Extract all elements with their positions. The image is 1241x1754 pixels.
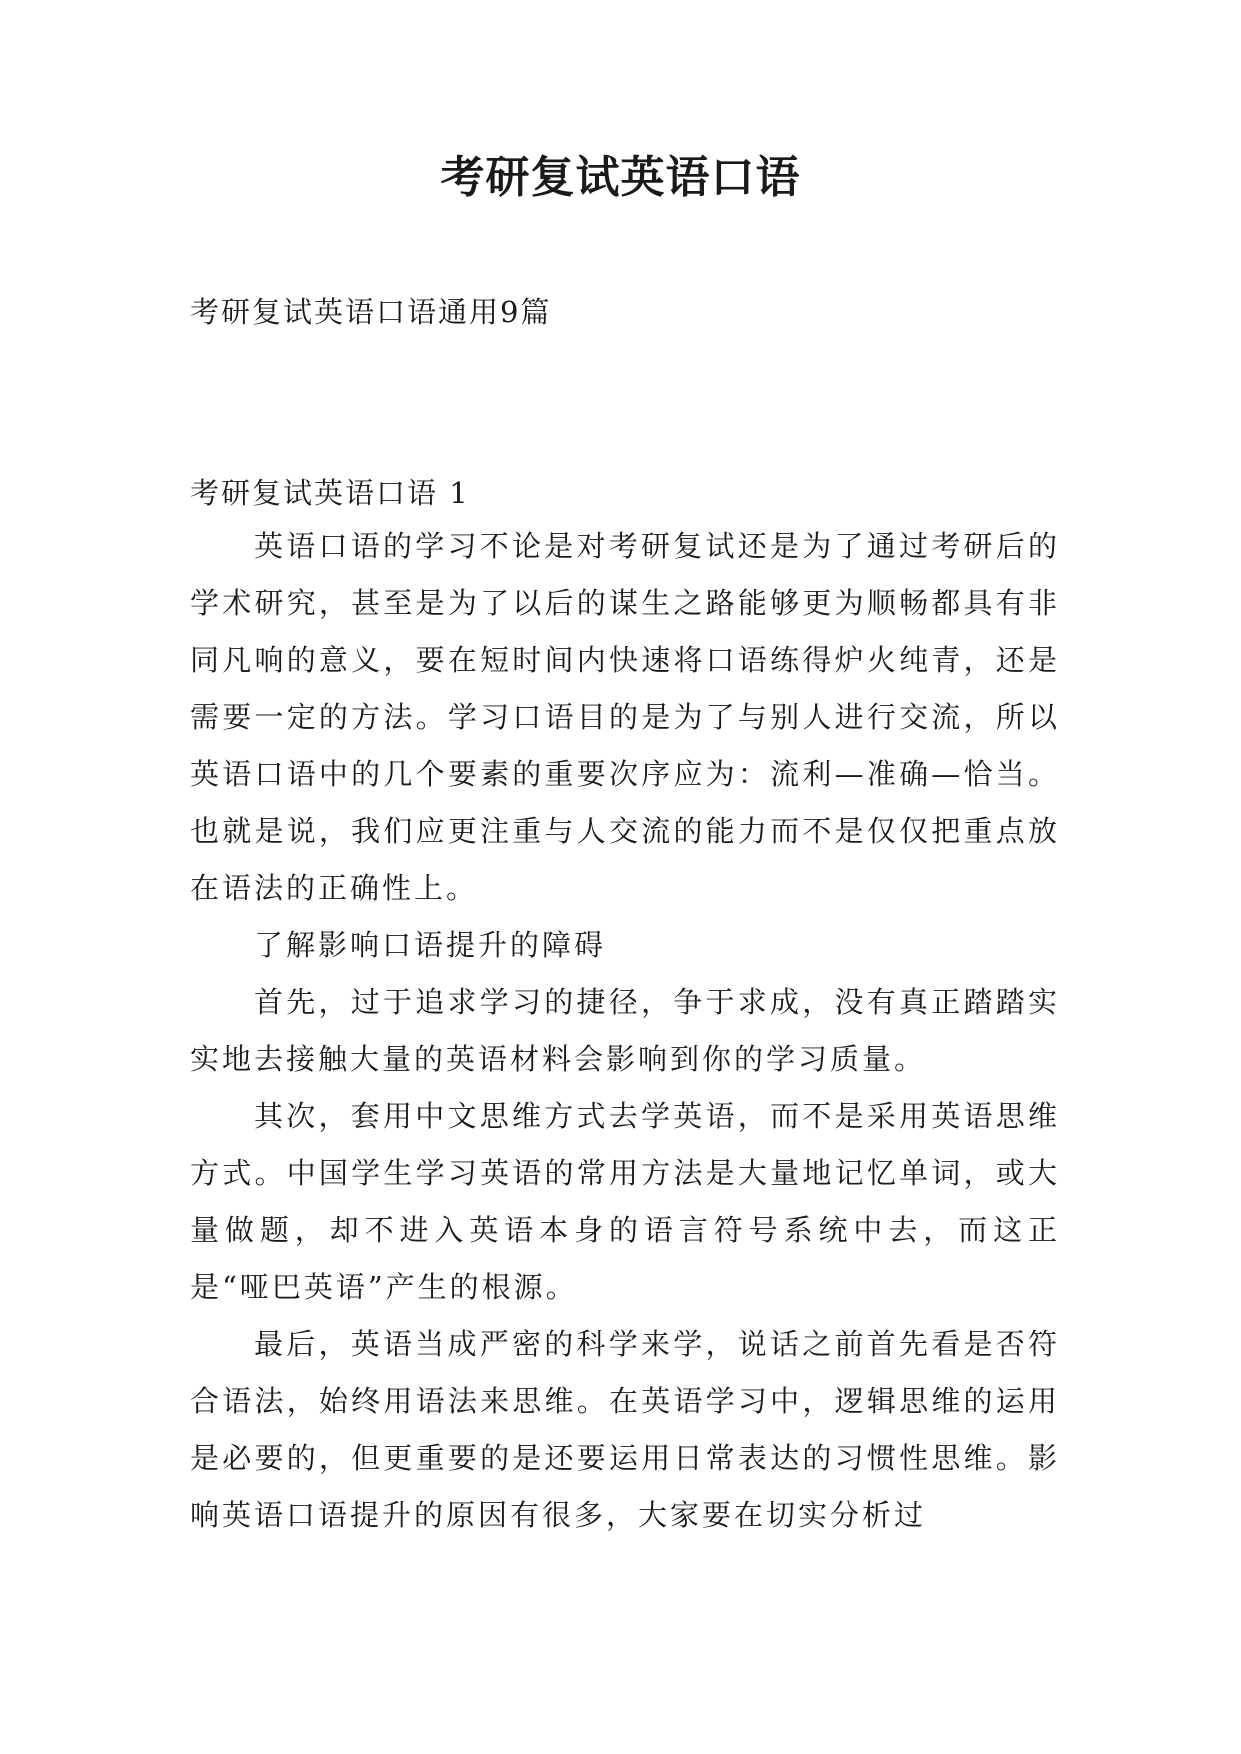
- document-subtitle: 考研复试英语口语通用9篇: [190, 295, 552, 329]
- paragraph-subheading: 了解影响口语提升的障碍: [254, 928, 607, 962]
- paragraph-second: 其次，套用中文思维方式去学英语，而不是采用英语思维方式。中国学生学习英语的常用方法是大量地记忆单词，或大量做题，却不进入英语本身的语言符号系统中去，而这正是“哑巴英语”产生的根源。: [190, 1099, 1060, 1304]
- paragraph-intro: 英语口语的学习不论是对考研复试还是为了通过考研后的学术研究，甚至是为了以后的谋生之路能够更为顺畅都具有非同凡响的意义，要在短时间内快速将口语练得炉火纯青，还是需要一定的方法。学习口语目的是为了与别人进行交流，所以英语口语中的几个要素的重要次序应为：流利—准确—恰当。也就是说，我们应更注重与人交流的能力而不是仅仅把重点放在语法的正确性上。: [190, 529, 1060, 905]
- paragraph-last: 最后，英语当成严密的科学来学，说话之前首先看是否符合语法，始终用语法来思维。在英语学习中，逻辑思维的运用是必要的，但更重要的是还要运用日常表达的习惯性思维。影响英语口语提升的原因有很多，大家要在切实分析过: [190, 1327, 1060, 1532]
- paragraph-first: 首先，过于追求学习的捷径，争于求成，没有真正踏踏实实地去接触大量的英语材料会影响到你的学习质量。: [190, 985, 1060, 1076]
- document-body: [190, 468, 1060, 1544]
- section-heading: 考研复试英语口语 1: [190, 476, 470, 510]
- document-title: 考研复试英语口语: [440, 152, 801, 203]
